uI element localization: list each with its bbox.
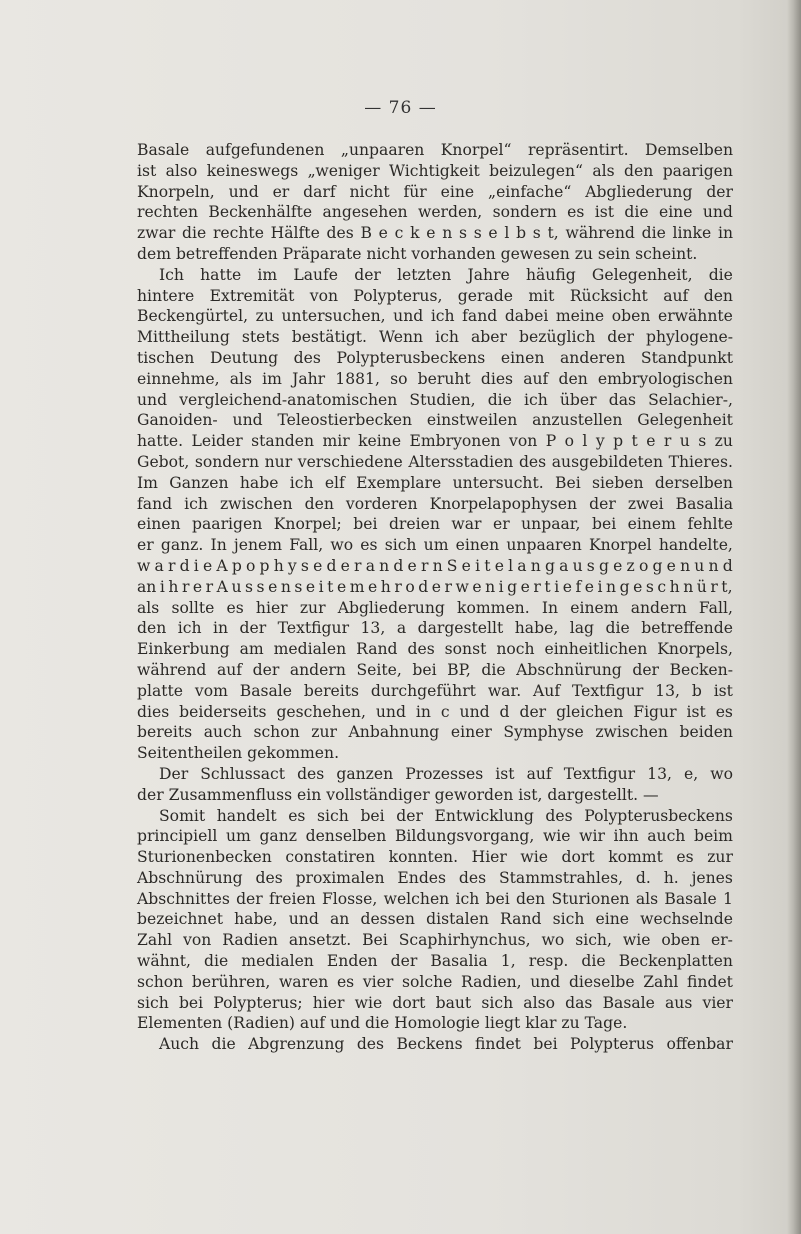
text-line: fand ich zwischen den vorderen Knorpelapophysen der zwei Basalia xyxy=(137,494,733,513)
text-line: Somit handelt es sich bei der Entwicklung des Polypterusbeckens xyxy=(159,806,733,825)
body-text xyxy=(137,140,733,1055)
text-line: w a r d i e A p o p h y s e d e r a n d e r n S e i t e l a n g a u s g e z o g e n u n d xyxy=(137,556,733,575)
text-line: platte vom Basale bereits durchgeführt war. Auf Textfigur 13, b ist xyxy=(137,681,733,700)
text-line: principiell um ganz denselben Bildungsvorgang, wie wir ihn auch beim xyxy=(137,827,733,846)
text-line: Ganoiden- und Teleostierbecken einstweilen anzustellen Gelegenheit xyxy=(137,411,733,430)
text-line: Knorpeln, und er darf nicht für eine „einfache“ Abgliederung der xyxy=(137,182,733,201)
text-line: ist also keineswegs „weniger Wichtigkeit beizulegen“ als den paarigen xyxy=(137,161,733,180)
page-number: — 76 — xyxy=(364,98,437,118)
page-edge-shadow xyxy=(787,0,801,1234)
text-line: Gebot, sondern nur verschiedene Altersstadien des ausgebildeten Thieres. xyxy=(137,452,733,471)
text-line: Basale aufgefundenen „unpaaren Knorpel“ repräsentirt. Demselben xyxy=(137,141,733,159)
text-line: einnehme, als im Jahr 1881, so beruht dies auf den embryologischen xyxy=(137,369,733,388)
text-line: während auf der andern Seite, bei BP, die Abschnürung der Becken- xyxy=(137,660,733,679)
text-line: dies beiderseits geschehen, und in c und d der gleichen Figur ist es xyxy=(137,702,733,721)
text-line: Mittheilung stets bestätigt. Wenn ich aber bezüglich der phylogene- xyxy=(137,328,733,347)
text-line: sich bei Polypterus; hier wie dort baut sich also das Basale aus vier xyxy=(137,993,733,1012)
text-line: rechten Beckenhälfte angesehen werden, sondern es ist die eine und xyxy=(137,203,733,222)
text-line: Auch die Abgrenzung des Beckens findet bei Polypterus offenbar xyxy=(159,1035,733,1054)
text-line: zwar die rechte Hälfte des B e c k e n s s e l b s t, während die linke in xyxy=(137,224,733,243)
text-line: der Zusammenfluss ein vollständiger geworden ist, dargestellt. — xyxy=(137,785,659,804)
text-line: Beckengürtel, zu untersuchen, und ich fand dabei meine oben erwähnte xyxy=(137,307,733,326)
text-line: und vergleichend-anatomischen Studien, die ich über das Selachier-, xyxy=(137,390,733,409)
text-line: Der Schlussact des ganzen Prozesses ist auf Textfigur 13, e, wo xyxy=(159,764,733,783)
text-line: Ich hatte im Laufe der letzten Jahre häufig Gelegenheit, die xyxy=(159,265,733,284)
text-line: Einkerbung am medialen Rand des sonst noch einheitlichen Knorpels, xyxy=(137,640,733,659)
text-line: einen paarigen Knorpel; bei dreien war er unpaar, bei einem fehlte xyxy=(137,515,733,534)
text-line: Abschnürung des proximalen Endes des Stammstrahles, d. h. jenes xyxy=(137,868,733,887)
text-line: Seitentheilen gekommen. xyxy=(137,744,340,763)
text-line: schon berühren, waren es vier solche Radien, und dieselbe Zahl findet xyxy=(137,972,733,991)
text-line: Im Ganzen habe ich elf Exemplare untersucht. Bei sieben derselben xyxy=(137,473,733,492)
text-line: an i h r e r A u s s e n s e i t e m e h r o d e r w e n i g e r t i e f e i n g e s c h n ü r t, xyxy=(137,577,733,596)
text-line: hintere Extremität von Polypterus, gerade mit Rücksicht auf den xyxy=(137,286,733,305)
text-line: den ich in der Textfigur 13, a dargestellt habe, lag die betreffende xyxy=(137,619,733,638)
text-line: bezeichnet habe, und an dessen distalen Rand sich eine wechselnde xyxy=(137,910,733,929)
text-line: tischen Deutung des Polypterusbeckens einen anderen Standpunkt xyxy=(137,348,733,367)
text-line: Abschnittes der freien Flosse, welchen ich bei den Sturionen als Basale 1 xyxy=(137,889,733,908)
text-line: als sollte es hier zur Abgliederung kommen. In einem andern Fall, xyxy=(137,598,733,617)
text-line: bereits auch schon zur Anbahnung einer Symphyse zwischen beiden xyxy=(137,723,733,742)
text-line: Sturionenbecken constatiren konnten. Hier wie dort kommt es zur xyxy=(137,848,733,867)
text-line: Elementen (Radien) auf und die Homologie liegt klar zu Tage. xyxy=(137,1014,628,1033)
text-line: hatte. Leider standen mir keine Embryonen von P o l y p t e r u s zu xyxy=(137,432,733,451)
text-line: er ganz. In jenem Fall, wo es sich um einen unpaaren Knorpel handelte, xyxy=(137,536,733,555)
text-line: dem betreffenden Präparate nicht vorhanden gewesen zu sein scheint. xyxy=(137,244,698,263)
text-line: Zahl von Radien ansetzt. Bei Scaphirhynchus, wo sich, wie oben er- xyxy=(137,931,733,950)
text-line: wähnt, die medialen Enden der Basalia 1, resp. die Beckenplatten xyxy=(137,952,733,971)
